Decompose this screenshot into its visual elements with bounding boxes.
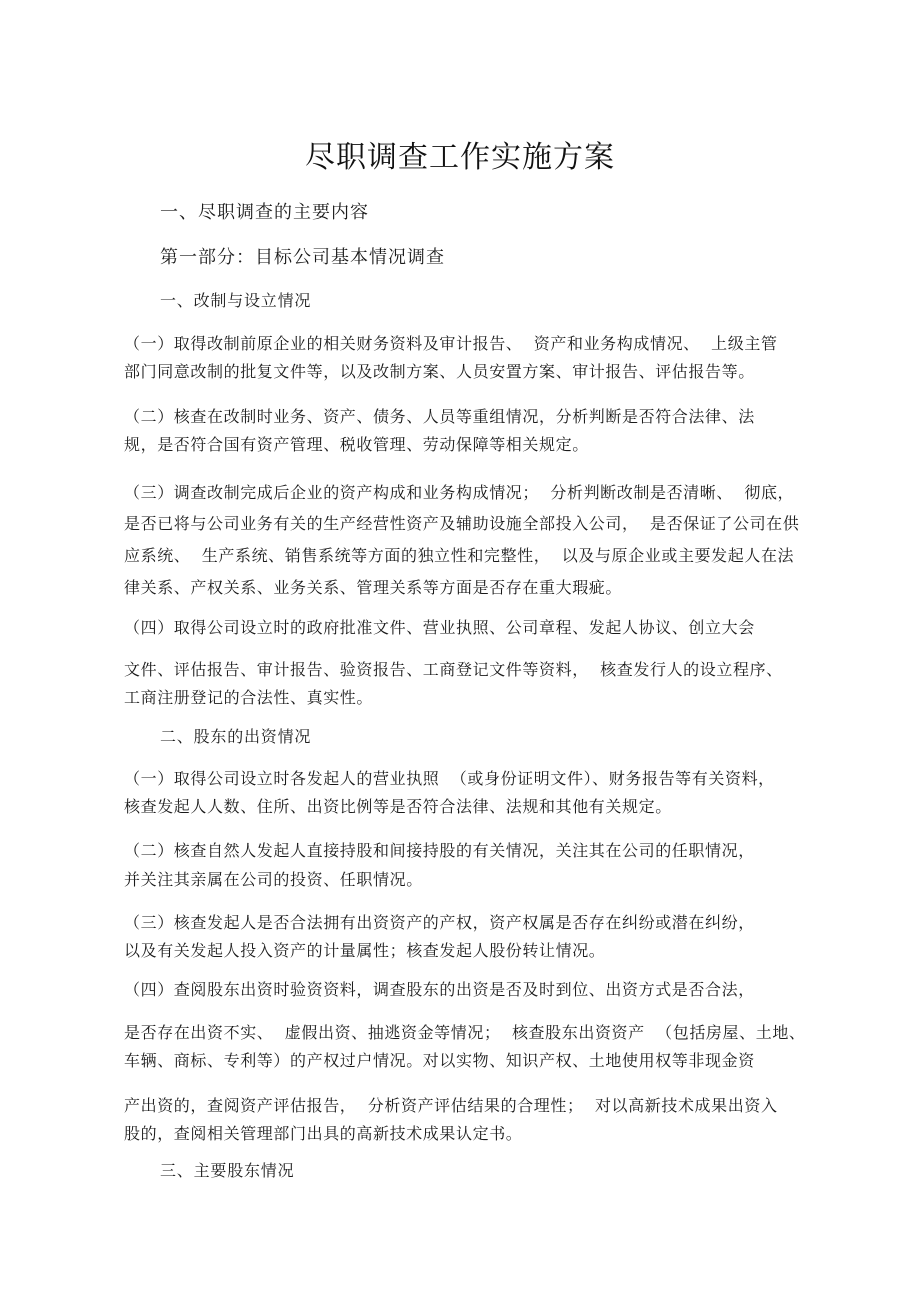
paragraph-line: （二）核查自然人发起人直接持股和间接持股的有关情况，关注其在公司的任职情况， [124, 841, 755, 860]
paragraph-line: 是否已将与公司业务有关的生产经营性资产及辅助设施全部投入公司， 是否保证了公司在供 [124, 514, 800, 533]
paragraph-line: 规，是否符合国有资产管理、税收管理、劳动保障等相关规定。 [124, 435, 589, 454]
part-heading: 第一部分：目标公司基本情况调查 [160, 247, 445, 268]
section-heading: 一、尽职调查的主要内容 [160, 202, 369, 223]
paragraph-line: （一）取得公司设立时各发起人的营业执照 （或身份证明文件）、财务报告等有关资料， [124, 769, 775, 788]
paragraph-line: 应系统、 生产系统、销售系统等方面的独立性和完整性， 以及与原企业或主要发起人在法 [124, 546, 795, 565]
paragraph-line: （三）核查发起人是否合法拥有出资资产的产权，资产权属是否存在纠纷或潜在纠纷， [124, 913, 755, 932]
paragraph-line: 文件、评估报告、审计报告、验资报告、工商登记文件等资料， 核查发行人的设立程序、 [124, 660, 783, 679]
paragraph-line: （二）核查在改制时业务、资产、债务、人员等重组情况，分析判断是否符合法律、法 [124, 407, 755, 426]
paragraph-line: 以及有关发起人投入资产的计量属性；核查发起人股份转让情况。 [124, 941, 606, 960]
subsection-heading-3: 三、主要股东情况 [160, 1161, 295, 1180]
paragraph-line: 工商注册登记的合法性、真实性。 [124, 688, 374, 707]
paragraph-line: 部门同意改制的批复文件等，以及改制方案、人员安置方案、审计报告、评估报告等。 [124, 362, 755, 381]
paragraph-line: 并关注其亲属在公司的投资、任职情况。 [124, 870, 423, 889]
paragraph-line: 是否存在出资不实、 虚假出资、抽逃资金等情况； 核查股东出资资产 （包括房屋、土地、 [124, 1023, 806, 1042]
subsection-heading-1: 一、改制与设立情况 [160, 291, 312, 310]
paragraph-line: （三）调查改制完成后企业的资产构成和业务构成情况； 分析判断改制是否清晰、 彻底， [124, 483, 795, 502]
paragraph-line: 车辆、商标、专利等）的产权过户情况。对以实物、知识产权、土地使用权等非现金资 [124, 1051, 755, 1070]
paragraph-line: （一）取得改制前原企业的相关财务资料及审计报告、 资产和业务构成情况、 上级主管 [124, 334, 778, 353]
paragraph-line: 核查发起人人数、住所、出资比例等是否符合法律、法规和其他有关规定。 [124, 797, 672, 816]
paragraph-line: 产出资的，查阅资产评估报告， 分析资产评估结果的合理性； 对以高新技术成果出资入 [124, 1096, 778, 1115]
paragraph-line: 股的，查阅相关管理部门出具的高新技术成果认定书。 [124, 1124, 523, 1143]
paragraph-line: 律关系、产权关系、业务关系、管理关系等方面是否存在重大瑕疵。 [124, 578, 623, 597]
paragraph-line: （四）查阅股东出资时验资资料，调查股东的出资是否及时到位、出资方式是否合法， [124, 980, 755, 999]
paragraph-line: （四）取得公司设立时的政府批准文件、营业执照、公司章程、发起人协议、创立大会 [124, 618, 755, 637]
document-title: 尽职调查工作实施方案 [305, 140, 615, 175]
subsection-heading-2: 二、股东的出资情况 [160, 727, 312, 746]
